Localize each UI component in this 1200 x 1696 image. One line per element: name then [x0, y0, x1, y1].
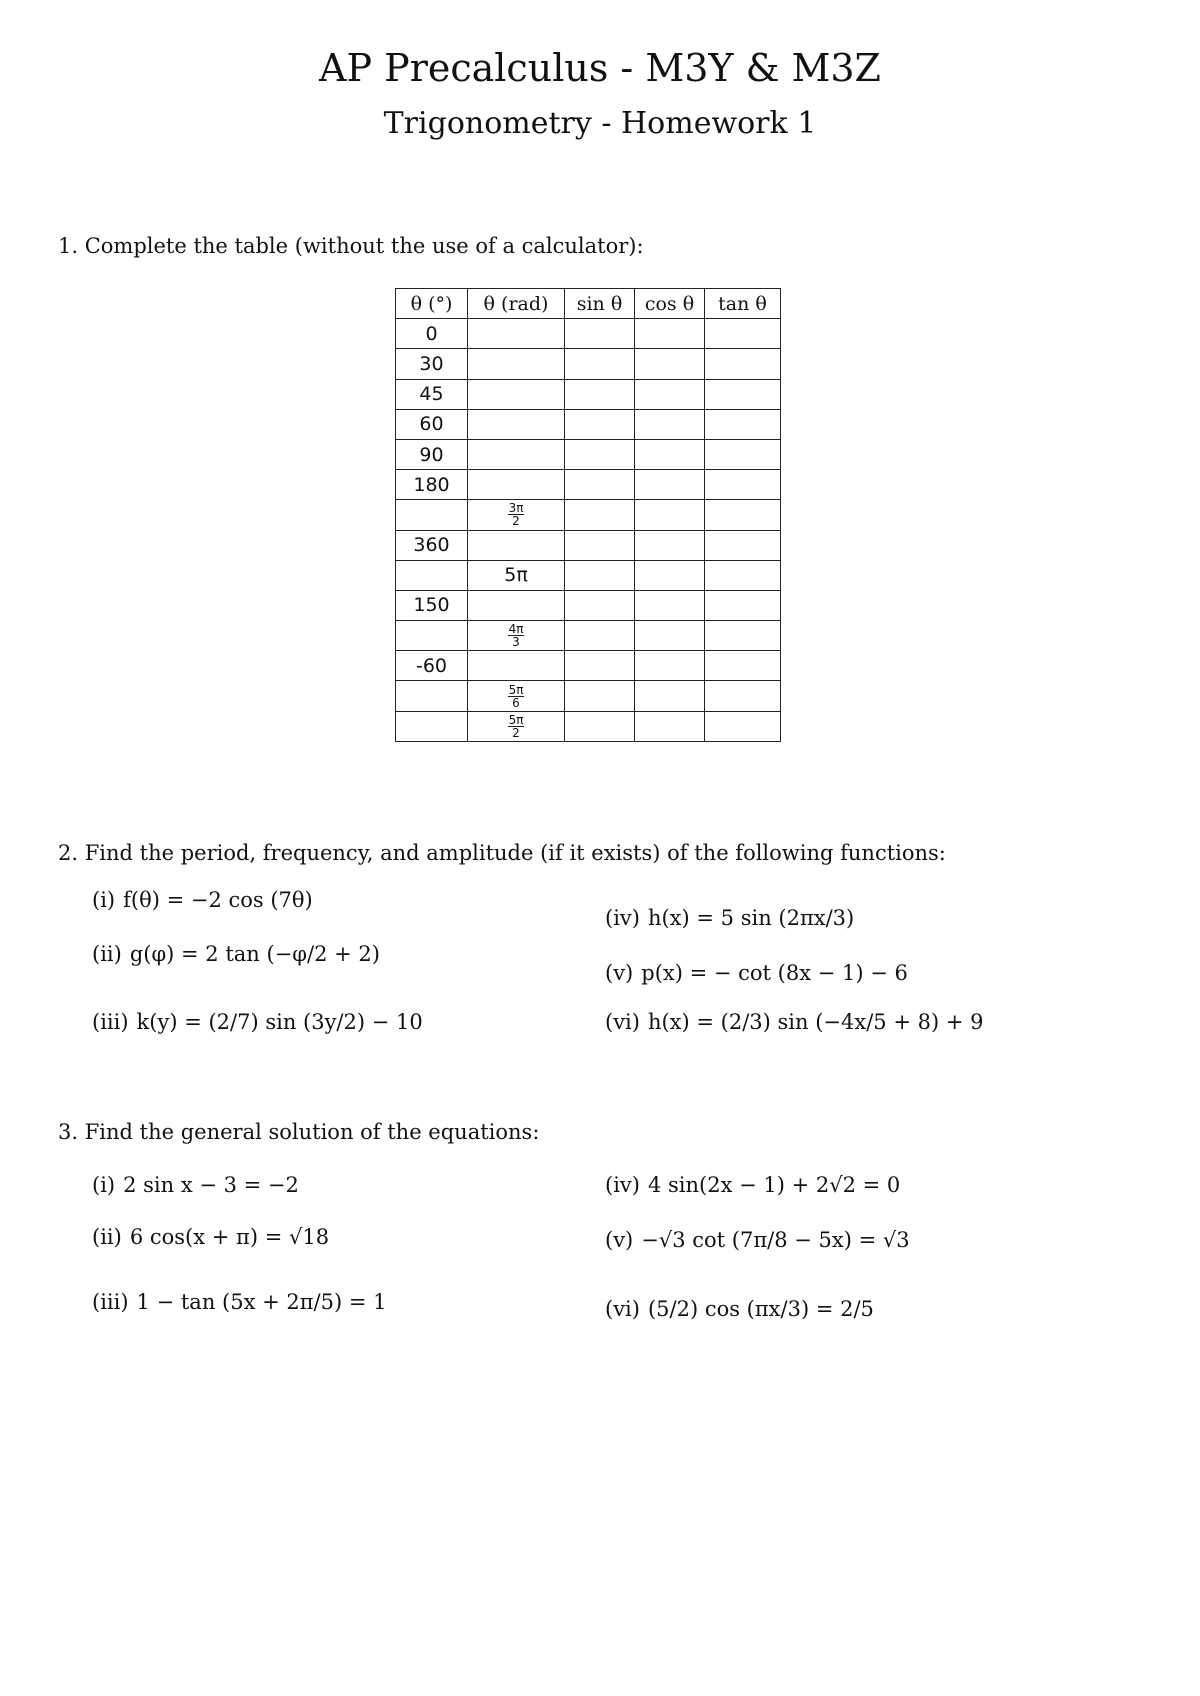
cell-deg — [396, 711, 468, 741]
cell-sin — [565, 349, 635, 379]
item-expression: (5/2) cos (πx/3) = 2/5 — [647, 1297, 874, 1321]
item-expression: 6 cos(x + π) = √18 — [129, 1225, 330, 1249]
col-header-rad: θ (rad) — [468, 289, 565, 319]
cell-rad — [468, 711, 565, 741]
cell-sin — [565, 500, 635, 530]
q3-item-i — [92, 1173, 299, 1197]
cell-rad — [468, 439, 565, 469]
cell-cos — [635, 500, 705, 530]
table-row — [396, 590, 781, 620]
cell-sin — [565, 681, 635, 711]
cell-cos — [635, 409, 705, 439]
cell-rad — [468, 621, 565, 651]
fraction-numerator: 3π — [508, 501, 524, 516]
cell-deg: 60 — [396, 409, 468, 439]
cell-tan — [705, 681, 781, 711]
rad-fraction — [508, 684, 525, 709]
item-expression: f(θ) = −2 cos (7θ) — [123, 888, 313, 912]
cell-sin — [565, 651, 635, 681]
cell-deg: 45 — [396, 379, 468, 409]
table-row — [396, 409, 781, 439]
item-label: (i) — [92, 888, 116, 912]
fraction-denominator: 2 — [512, 514, 520, 529]
cell-deg — [396, 681, 468, 711]
table-body — [396, 319, 781, 742]
cell-tan — [705, 500, 781, 530]
q3-item-iv — [605, 1173, 900, 1197]
col-header-deg: θ (°) — [396, 289, 468, 319]
cell-rad — [468, 530, 565, 560]
cell-tan — [705, 621, 781, 651]
cell-tan — [705, 530, 781, 560]
cell-sin — [565, 409, 635, 439]
cell-tan — [705, 379, 781, 409]
item-label: (ii) — [92, 942, 122, 966]
cell-cos — [635, 560, 705, 590]
cell-rad — [468, 349, 565, 379]
cell-sin — [565, 470, 635, 500]
fraction-numerator: 4π — [508, 622, 524, 637]
cell-cos — [635, 651, 705, 681]
cell-deg: -60 — [396, 651, 468, 681]
item-label: (iii) — [92, 1010, 129, 1034]
item-expression: 2 sin x − 3 = −2 — [123, 1173, 299, 1197]
question-1-prompt: 1. Complete the table (without the use of a calculator): — [58, 234, 644, 258]
cell-cos — [635, 319, 705, 349]
cell-rad — [468, 590, 565, 620]
cell-deg: 150 — [396, 590, 468, 620]
item-label: (vi) — [605, 1297, 640, 1321]
item-expression: k(y) = (2/7) sin (3y/2) − 10 — [136, 1010, 423, 1034]
cell-sin — [565, 560, 635, 590]
cell-rad — [468, 651, 565, 681]
cell-rad — [468, 470, 565, 500]
cell-tan — [705, 651, 781, 681]
q2-item-v — [605, 961, 908, 985]
cell-deg: 90 — [396, 439, 468, 469]
item-label: (iv) — [605, 1173, 640, 1197]
cell-sin — [565, 711, 635, 741]
q3-item-ii — [92, 1225, 329, 1249]
table-row — [396, 711, 781, 741]
item-expression: 1 − tan (5x + 2π/5) = 1 — [136, 1290, 387, 1314]
page-subtitle: Trigonometry - Homework 1 — [383, 106, 817, 141]
cell-deg — [396, 560, 468, 590]
item-label: (vi) — [605, 1010, 640, 1034]
cell-rad — [468, 319, 565, 349]
table-row — [396, 681, 781, 711]
cell-cos — [635, 621, 705, 651]
item-label: (v) — [605, 1228, 634, 1252]
cell-tan — [705, 470, 781, 500]
cell-cos — [635, 530, 705, 560]
cell-sin — [565, 590, 635, 620]
cell-rad — [468, 500, 565, 530]
table-row — [396, 470, 781, 500]
fraction-numerator: 5π — [508, 712, 524, 727]
fraction-denominator: 2 — [512, 725, 520, 740]
q2-item-iv — [605, 906, 854, 930]
trig-table — [395, 288, 781, 742]
cell-tan — [705, 319, 781, 349]
cell-cos — [635, 590, 705, 620]
cell-deg: 0 — [396, 319, 468, 349]
cell-sin — [565, 319, 635, 349]
item-expression: 4 sin(2x − 1) + 2√2 = 0 — [647, 1173, 901, 1197]
q3-item-iii — [92, 1290, 386, 1314]
cell-deg — [396, 621, 468, 651]
col-header-cos: cos θ — [635, 289, 705, 319]
item-expression: g(φ) = 2 tan (−φ/2 + 2) — [129, 942, 380, 966]
rad-fraction — [508, 714, 525, 739]
cell-rad — [468, 379, 565, 409]
cell-deg — [396, 500, 468, 530]
cell-tan — [705, 409, 781, 439]
cell-tan — [705, 560, 781, 590]
fraction-denominator: 6 — [512, 695, 520, 710]
table-row — [396, 651, 781, 681]
question-3-prompt: 3. Find the general solution of the equations: — [58, 1120, 540, 1144]
q2-item-iii — [92, 1010, 423, 1034]
item-expression: h(x) = 5 sin (2πx/3) — [647, 906, 855, 930]
cell-rad — [468, 560, 565, 590]
item-label: (iii) — [92, 1290, 129, 1314]
item-label: (ii) — [92, 1225, 122, 1249]
col-header-tan: tan θ — [705, 289, 781, 319]
rad-fraction — [508, 623, 525, 648]
q2-item-i — [92, 888, 313, 912]
cell-sin — [565, 439, 635, 469]
rad-value: 5π — [504, 564, 528, 587]
item-expression: p(x) = − cot (8x − 1) − 6 — [641, 961, 908, 985]
cell-cos — [635, 681, 705, 711]
page-title: AP Precalculus - M3Y & M3Z — [319, 46, 881, 90]
table-row — [396, 349, 781, 379]
table-row — [396, 379, 781, 409]
item-label: (iv) — [605, 906, 640, 930]
cell-tan — [705, 439, 781, 469]
cell-cos — [635, 439, 705, 469]
table-row — [396, 439, 781, 469]
item-expression: −√3 cot (7π/8 − 5x) = √3 — [641, 1228, 910, 1252]
cell-rad — [468, 409, 565, 439]
question-2-prompt: 2. Find the period, frequency, and amplitude (if it exists) of the following functions: — [58, 841, 946, 865]
rad-fraction — [508, 502, 525, 527]
cell-sin — [565, 530, 635, 560]
table-row — [396, 500, 781, 530]
cell-cos — [635, 379, 705, 409]
cell-rad — [468, 681, 565, 711]
table-header-row — [396, 289, 781, 319]
cell-deg: 180 — [396, 470, 468, 500]
item-expression: h(x) = (2/3) sin (−4x/5 + 8) + 9 — [647, 1010, 984, 1034]
item-label: (i) — [92, 1173, 116, 1197]
cell-tan — [705, 349, 781, 379]
cell-sin — [565, 379, 635, 409]
cell-sin — [565, 621, 635, 651]
table-row — [396, 560, 781, 590]
q3-item-vi — [605, 1297, 874, 1321]
cell-tan — [705, 590, 781, 620]
cell-deg: 360 — [396, 530, 468, 560]
q2-item-ii — [92, 942, 380, 966]
cell-tan — [705, 711, 781, 741]
table-row — [396, 319, 781, 349]
q3-item-v — [605, 1228, 910, 1252]
cell-cos — [635, 711, 705, 741]
fraction-denominator: 3 — [512, 635, 520, 650]
table-row — [396, 530, 781, 560]
cell-cos — [635, 470, 705, 500]
col-header-sin: sin θ — [565, 289, 635, 319]
cell-deg: 30 — [396, 349, 468, 379]
fraction-numerator: 5π — [508, 682, 524, 697]
table-row — [396, 621, 781, 651]
q2-item-vi — [605, 1010, 983, 1034]
cell-cos — [635, 349, 705, 379]
item-label: (v) — [605, 961, 634, 985]
